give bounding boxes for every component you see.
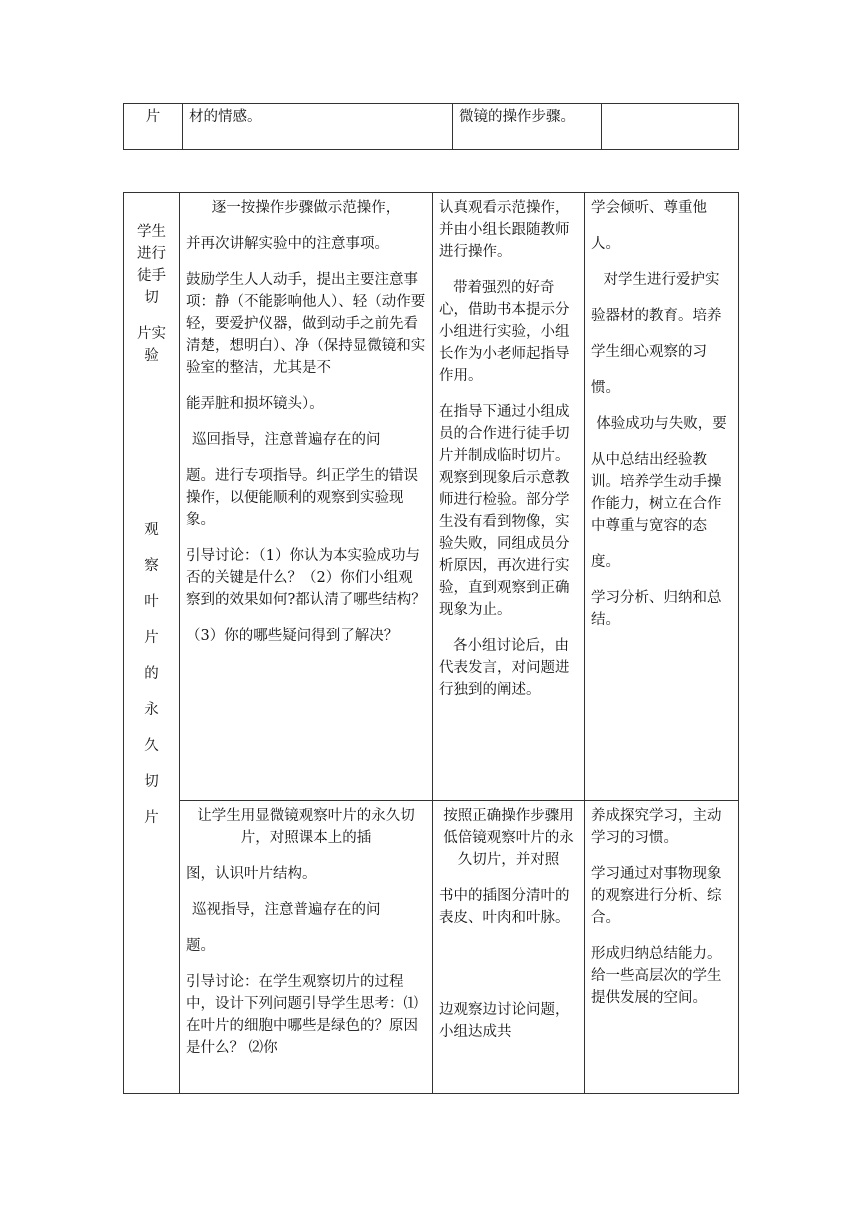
intent-1-p4: 学习分析、归纳和总结。	[591, 590, 722, 628]
teacher-cell-2	[180, 801, 433, 1094]
vertical-label-5: 的	[144, 666, 159, 682]
vertical-label-9: 片	[144, 810, 159, 826]
left-label-1: 学生	[137, 224, 166, 240]
top-cell-3-text: 微镜的操作步骤。	[459, 109, 575, 125]
teacher-2-p2b: 题。	[186, 938, 215, 954]
top-cell-1-text: 片	[145, 109, 161, 125]
left-label-cell	[124, 193, 180, 1094]
intent-1-p2d: 惯。	[591, 380, 620, 396]
intent-2-p2: 学习通过对事物现象的观察进行分析、综合。	[591, 866, 722, 926]
intent-1-p2c: 学生细心观察的习	[591, 344, 707, 360]
intent-1-p2a: 对学生进行爱护实	[603, 272, 720, 288]
intent-1-p3a: 体验成功与失败，要	[596, 416, 727, 432]
teacher-1-p2b: 能弄脏和损坏镜头）。	[186, 396, 324, 412]
left-label-3: 徒手	[137, 268, 166, 284]
vertical-label-6: 永	[144, 702, 159, 718]
teacher-1-p1a: 逐一按操作步骤做示范操作，	[211, 200, 401, 216]
student-2-p1b: 书中的插图分清叶的表皮、叶肉和叶脉。	[439, 888, 570, 926]
top-cell-2	[183, 104, 453, 150]
student-1-p4: 各小组讨论后，由代表发言，对问题进行独到的阐述。	[439, 638, 570, 698]
intent-1-p3c: 度。	[591, 554, 620, 570]
left-label-2: 进行	[137, 246, 166, 262]
left-label-4: 切	[144, 290, 159, 306]
top-table	[123, 103, 739, 150]
vertical-label-2: 察	[144, 558, 159, 574]
teacher-2-p2a: 巡视指导，注意普遍存在的问	[192, 902, 381, 918]
top-cell-3	[453, 104, 602, 150]
teacher-1-p1b: 并再次讲解实验中的注意事项。	[186, 236, 389, 252]
teacher-1-p2a: 鼓励学生人人动手，提出主要注意事项：静（不能影响他人）、轻（动作要轻，要爱护仪器，做到动手之前先看清楚，想明白）、净（保持显微镜和实验室的整洁，尤其是不	[186, 272, 426, 376]
intent-2-p3: 形成归纳总结能力。给一些高层次的学生提供发展的空间。	[591, 946, 722, 1006]
teacher-1-p3b: 题。进行专项指导。纠正学生的错误操作，以便能顺利的观察到实验现象。	[186, 468, 418, 528]
row-hand-section	[124, 193, 739, 801]
teacher-1-p5: （3）你的哪些疑问得到了解决？	[186, 628, 399, 644]
student-1-p1: 认真观看示范操作，并由小组长跟随教师进行操作。	[439, 200, 570, 260]
teacher-cell-1	[180, 193, 433, 801]
student-cell-1	[433, 193, 585, 801]
intent-1-p2b: 验器材的教育。培养	[591, 308, 722, 324]
teacher-2-p1a: 让学生用显微镜观察叶片的永久切片，对照课本上的插	[197, 808, 415, 846]
row-permanent-section	[124, 801, 739, 1094]
teacher-2-p1b: 图，认识叶片结构。	[186, 866, 317, 882]
intent-1-p3b: 从中总结出经验教训。培养学生动手操作能力，树立在合作中尊重与宽容的态	[591, 452, 722, 534]
intent-2-p1: 养成探究学习，主动学习的习惯。	[591, 808, 722, 846]
vertical-label-8: 切	[144, 774, 159, 790]
intent-cell-2	[585, 801, 739, 1094]
vertical-label-7: 久	[144, 738, 159, 754]
teacher-2-p3: 引导讨论：在学生观察切片的过程中，设计下列问题引导学生思考：⑴在叶片的细胞中哪些是绿色的？原因是什么？ ⑵你	[186, 974, 418, 1056]
intent-cell-1	[585, 193, 739, 801]
student-1-p2: 带着强烈的好奇心，借助书本提示分小组进行实验，小组长作为小老师起指导作用。	[439, 280, 570, 384]
teacher-1-p4: 引导讨论：（1）你认为本实验成功与否的关键是什么？（2）你们小组观察到的效果如何?都认清了哪些结构？	[186, 548, 426, 608]
student-2-p1a: 按照正确操作步骤用低倍镜观察叶片的永久切片，并对照	[443, 808, 574, 868]
main-table	[123, 192, 739, 1094]
left-label-6: 验	[144, 348, 159, 364]
intent-1-p1b: 人。	[591, 236, 620, 252]
vertical-label-1: 观	[144, 522, 159, 538]
student-2-p2: 边观察边讨论问题，小组达成共	[439, 1002, 570, 1040]
top-cell-4	[602, 104, 739, 150]
top-cell-1	[124, 104, 183, 150]
vertical-label-3: 叶	[144, 594, 159, 610]
top-cell-2-text: 材的情感。	[189, 109, 262, 125]
vertical-label-4: 片	[144, 630, 159, 646]
intent-1-p1a: 学会倾听、尊重他	[591, 200, 707, 216]
top-row	[124, 104, 739, 150]
student-1-p3: 在指导下通过小组成员的合作进行徒手切片并制成临时切片。观察到现象后示意教师进行检验。部分学生没有看到物像，实验失败，同组成员分析原因，再次进行实验，直到观察到正确现象为止。	[439, 404, 570, 618]
student-cell-2	[433, 801, 585, 1094]
teacher-1-p3a: 巡回指导，注意普遍存在的问	[192, 432, 381, 448]
left-label-5: 片实	[137, 326, 166, 342]
